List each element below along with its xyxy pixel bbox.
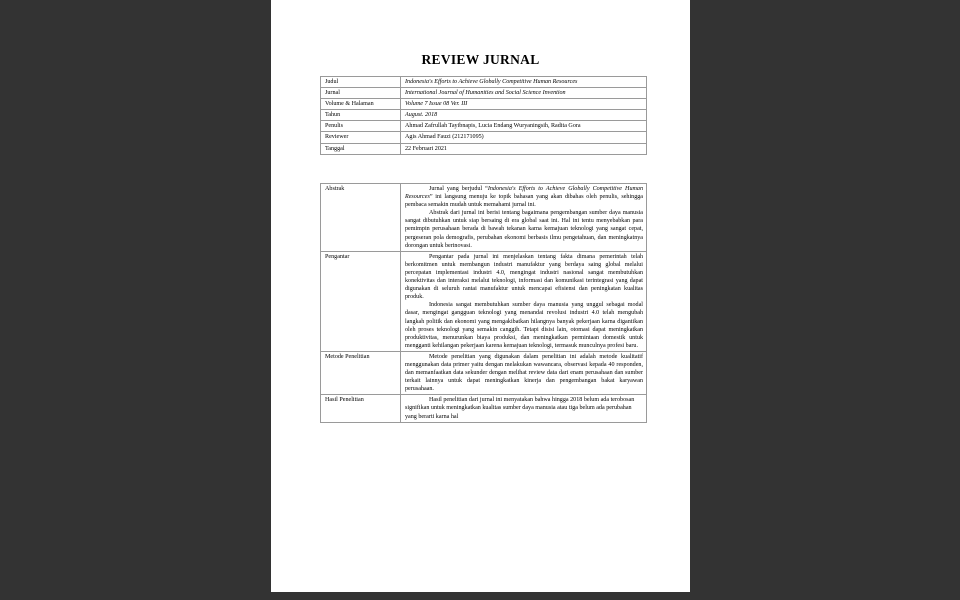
body-paragraph xyxy=(405,301,643,350)
body-paragraph xyxy=(405,353,643,393)
row-value: Volume 7 Issue 08 Ver. III xyxy=(401,99,647,110)
body-paragraph xyxy=(405,253,643,302)
quoted-journal-title: Indonesia's Efforts to Achieve Globally Competitive Human Resources xyxy=(405,186,643,201)
row-value: August. 2018 xyxy=(401,110,647,121)
section-label: Abstrak xyxy=(321,184,401,252)
table-row xyxy=(321,184,647,252)
row-label: Volume & Halaman xyxy=(321,99,401,110)
paragraph-text: Pengantar pada jurnal ini menjelaskan tentang fakta dimana pemerintah telah berkomitmen untuk membangun industri manufaktur yang berdaya saing global melalui percepatan implementasi industri 4.0, mengingat industri nasional sangat membutuhkan konektivitas dan interaksi melalui teknologi, informasi dan komunikasi terintegrasi yang dapat digunakan di seluruh rantai manufaktur untuk mencapai efisiensi dan peningkatan kualitas produk. xyxy=(405,253,643,301)
section-label: Pengantar xyxy=(321,251,401,351)
journal-identity-table-body xyxy=(321,77,647,155)
paragraph-text: Abstrak dari jurnal ini berisi tentang bagaimana pengembangan sumber daya manusia sangat dibutuhkan untuk siap bersaing di era global saat ini. Hal ini tentu menyebabkan para pemimpin perusahaan berada di bawah tekanan karna kemajuan teknologi yang sangat cepat, pergeseran pola demografis, perubahan ekonomi berbasis ilmu pengetahuan, dan meningkatnya dorongan untuk berinovasi. xyxy=(405,210,643,249)
table-row xyxy=(321,110,647,121)
table-row xyxy=(321,132,647,143)
body-paragraph xyxy=(405,396,643,420)
paragraph-text: ” ini langsung menuju ke topik bahasan yang akan dibahas oleh penulis, sehingga pembaca semakin mudah untuk memahami jurnal ini. xyxy=(405,194,643,209)
section-body xyxy=(401,351,647,394)
section-body xyxy=(401,184,647,252)
table-row xyxy=(321,351,647,394)
table-row xyxy=(321,143,647,154)
row-label: Tanggal xyxy=(321,143,401,154)
row-value: 22 Februari 2021 xyxy=(401,143,647,154)
journal-review-table xyxy=(320,183,647,423)
row-label: Judul xyxy=(321,77,401,88)
section-body xyxy=(401,251,647,351)
paragraph-text: Indonesia sangat membutuhkan sumber daya manusia yang unggul sebagai modal dasar, mengingat gangguan teknologi yang menandai revolusi industri 4.0 telah mengubah langkah politik dan ekonomi yang mengakibatkan hilangnya banyak pekerjaan karna digantikan oleh proses teknologi yang semakin canggih. Tetapi disisi lain, otomasi dapat meningkatkan produktivitas, menurunkan biaya produksi, dan meningkatkan permintaan domestik untuk mengganti kehilangan pekerjaan karena kemajuan teknologi, termasuk munculnya profesi baru. xyxy=(405,302,643,349)
table-row xyxy=(321,77,647,88)
page-title: REVIEW JURNAL xyxy=(421,52,540,67)
body-paragraph xyxy=(405,185,643,209)
row-value: Indonesia's Efforts to Achieve Globally Competitive Human Resources xyxy=(401,77,647,88)
paragraph-text: Hasil penelitian dari jurnal ini menyatakan bahwa hingga 2018 belum ada terobosan signifikan untuk meningkatkan kualitas sumber daya manusia atau tiga belum ada perubahan yang berarti karna hal xyxy=(405,397,635,420)
section-body xyxy=(401,395,647,422)
table-row xyxy=(321,251,647,351)
table-row xyxy=(321,121,647,132)
table-row xyxy=(321,395,647,422)
row-label: Reviewer xyxy=(321,132,401,143)
row-label: Tahun xyxy=(321,110,401,121)
journal-review-table-body xyxy=(321,184,647,423)
section-label: Metode Penelitian xyxy=(321,351,401,394)
table-row xyxy=(321,88,647,99)
row-label: Penulis xyxy=(321,121,401,132)
paragraph-text: Metode penelitian yang digunakan dalam penelitian ini adalah metode kualitatif menggunakan data primer yaitu dengan melakukan wawancara, observasi kepada 40 responden, dan memanfaatkan data sekunder dengan melihat review data dari enam perusahaan dan sumber terkait lainnya untuk dapat meningkatkan kinerja dan pengembangan bakat karyawan perusahaan. xyxy=(405,353,643,393)
section-label: Hasil Penelitian xyxy=(321,395,401,422)
row-label: Jurnal xyxy=(321,88,401,99)
paragraph-text: Jurnal yang berjudul “ xyxy=(429,186,488,192)
row-value: International Journal of Humanities and Social Science Invention xyxy=(401,88,647,99)
row-value: Ahmad Zafrullah Tayibnapis, Lucia Endang Wuryaningsih, Radita Gora xyxy=(401,121,647,132)
table-row xyxy=(321,99,647,110)
journal-identity-table xyxy=(320,76,647,155)
document-page xyxy=(271,0,690,592)
body-paragraph xyxy=(405,209,643,249)
row-value: Agis Ahmad Fauzi (212171095) xyxy=(401,132,647,143)
